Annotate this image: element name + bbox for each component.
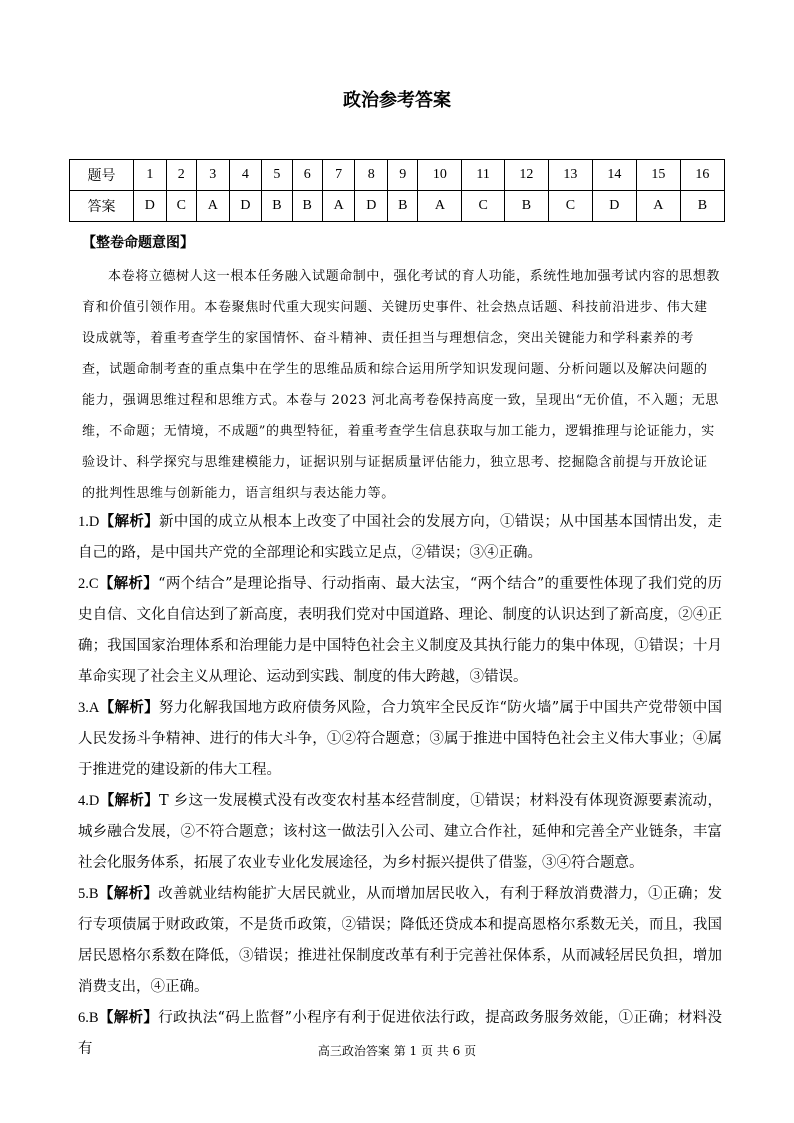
item-number: 2.C	[78, 576, 99, 592]
item-text: 行政执法“码上监督”小程序有利于促进依法行政，提高政务服务效能，①正确；材料没有	[78, 1010, 723, 1057]
question-number-cell: 8	[355, 160, 388, 191]
analysis-tag: 【解析】	[99, 514, 159, 530]
answer-cell: C	[462, 191, 504, 222]
answer-cell: B	[388, 191, 418, 222]
item-text: 新中国的成立从根本上改变了中国社会的发展方向，①错误；从中国基本国情出发，走自己的路，是中国共产党的全部理论和实践立足点，②错误；③④正确。	[78, 514, 722, 561]
item-number: 5.B	[78, 886, 99, 902]
question-number-cell: 4	[229, 160, 262, 191]
answer-cell: B	[262, 191, 292, 222]
analysis-tag: 【解析】	[98, 1010, 159, 1026]
question-number-cell: 14	[592, 160, 636, 191]
question-number-cell: 10	[418, 160, 462, 191]
question-number-cell: 7	[322, 160, 355, 191]
analysis-tag: 【解析】	[98, 886, 159, 902]
question-number-cell: 6	[292, 160, 322, 191]
answer-cell: D	[592, 191, 636, 222]
item-text: “两个结合”是理论指导、行动指南、最大法宝，“两个结合”的重要性体现了我们党的历史自信、文化自信达到了新高度，表明我们党对中国道路、理论、制度的认识达到了新高度，②④正确；我国国家治理体系和治理能力是中国特色社会主义制度及其执行能力的集中体现，①错误；十月革命实现了社会主义从理论、运动到实践、制度的伟大跨越，③错误。	[78, 576, 723, 685]
intent-paragraph: 本卷将立德树人这一根本任务融入试题命制中，强化考试的育人功能，系统性地加强考试内容的思想教育和价值引领作用。本卷聚焦时代重大现实问题、关键历史事件、社会热点话题、科技前沿进步、伟大建设成就等，着重考查学生的家国情怀、奋斗精神、责任担当与理想信念，突出关键能力和学科素养的考查，试题命制考查的重点集中在学生的思维品质和综合运用所学知识发现问题、分析问题以及解决问题的能力，强调思维过程和思维方式。本卷与 2023 河北高考卷保持高度一致，呈现出“无价值，不入题；无思维，不命题；无情境，不成题”的典型特征，着重考查学生信息获取与加工能力，逻辑推理与论证能力，实验设计、科学探究与思维建模能力，证据识别与证据质量评估能力，独立思考、挖掘隐含前提与开放论证的批判性思维与创新能力，语言组织与表达能力等。	[82, 269, 721, 501]
answer-cell: A	[322, 191, 355, 222]
page-footer: 高三政治答案 第 1 页 共 6 页	[317, 1044, 477, 1058]
item-number: 1.D	[78, 514, 100, 530]
question-number-cell: 9	[388, 160, 418, 191]
answer-cell: D	[134, 191, 167, 222]
answer-cell: A	[636, 191, 680, 222]
item-number: 3.A	[78, 700, 100, 716]
answer-cell: B	[680, 191, 724, 222]
answer-cell: A	[418, 191, 462, 222]
question-number-cell: 12	[504, 160, 548, 191]
question-number-cell: 11	[462, 160, 504, 191]
question-number-cell: 16	[680, 160, 724, 191]
question-number-row	[70, 160, 725, 191]
answer-cell: D	[229, 191, 262, 222]
row-label-questions: 题号	[70, 160, 134, 191]
item-text: 改善就业结构能扩大居民就业，从而增加居民收入，有利于释放消费潜力，①正确；发行专项债属于财政政策，不是货币政策，②错误；降低还贷成本和提高恩格尔系数无关，而且，我国居民恩格尔系数在降低，③错误；推进社保制度改革有利于完善社保体系，从而减轻居民负担，增加消费支出，④正确。	[78, 886, 723, 995]
answer-cell: B	[292, 191, 322, 222]
question-number-cell: 15	[636, 160, 680, 191]
answer-cell: A	[196, 191, 229, 222]
answer-table	[69, 159, 725, 222]
page-title: 政治参考答案	[343, 90, 451, 111]
item-text: 努力化解我国地方政府债务风险，合力筑牢全民反诈“防火墙”属于中国共产党带领中国人民发扬斗争精神、进行的伟大斗争，①②符合题意；③属于推进中国特色社会主义伟大事业；④属于推进党的建设新的伟大工程。	[78, 700, 723, 778]
analysis-tag: 【解析】	[98, 576, 159, 592]
analysis-tag: 【解析】	[99, 700, 159, 716]
analysis-tag: 【解析】	[99, 793, 160, 809]
explanation-item	[78, 786, 722, 879]
answer-cell: D	[355, 191, 388, 222]
question-number-cell: 5	[262, 160, 292, 191]
question-number-cell: 3	[196, 160, 229, 191]
row-label-answers: 答案	[70, 191, 134, 222]
item-number: 6.B	[78, 1010, 99, 1026]
item-text: T 乡这一发展模式没有改变农村基本经营制度，①错误；材料没有体现资源要素流动，城乡融合发展，②不符合题意；该村这一做法引入公司、建立合作社，延伸和完善全产业链条，丰富社会化服务体系，拓展了农业专业化发展途径，为乡村振兴提供了借鉴，③④符合题意。	[78, 793, 723, 871]
question-number-cell: 13	[548, 160, 592, 191]
answer-row	[70, 191, 725, 222]
question-number-cell: 1	[134, 160, 167, 191]
explanation-item	[78, 693, 722, 786]
explanation-item	[78, 879, 722, 1003]
explanation-item	[78, 507, 722, 569]
answer-cell: B	[504, 191, 548, 222]
explanation-item	[78, 569, 722, 693]
answer-cell: C	[548, 191, 592, 222]
answer-cell: C	[166, 191, 196, 222]
item-number: 4.D	[78, 793, 100, 809]
answer-explanations	[78, 507, 722, 1065]
intent-heading: 【整卷命题意图】	[82, 235, 194, 251]
question-number-cell: 2	[166, 160, 196, 191]
